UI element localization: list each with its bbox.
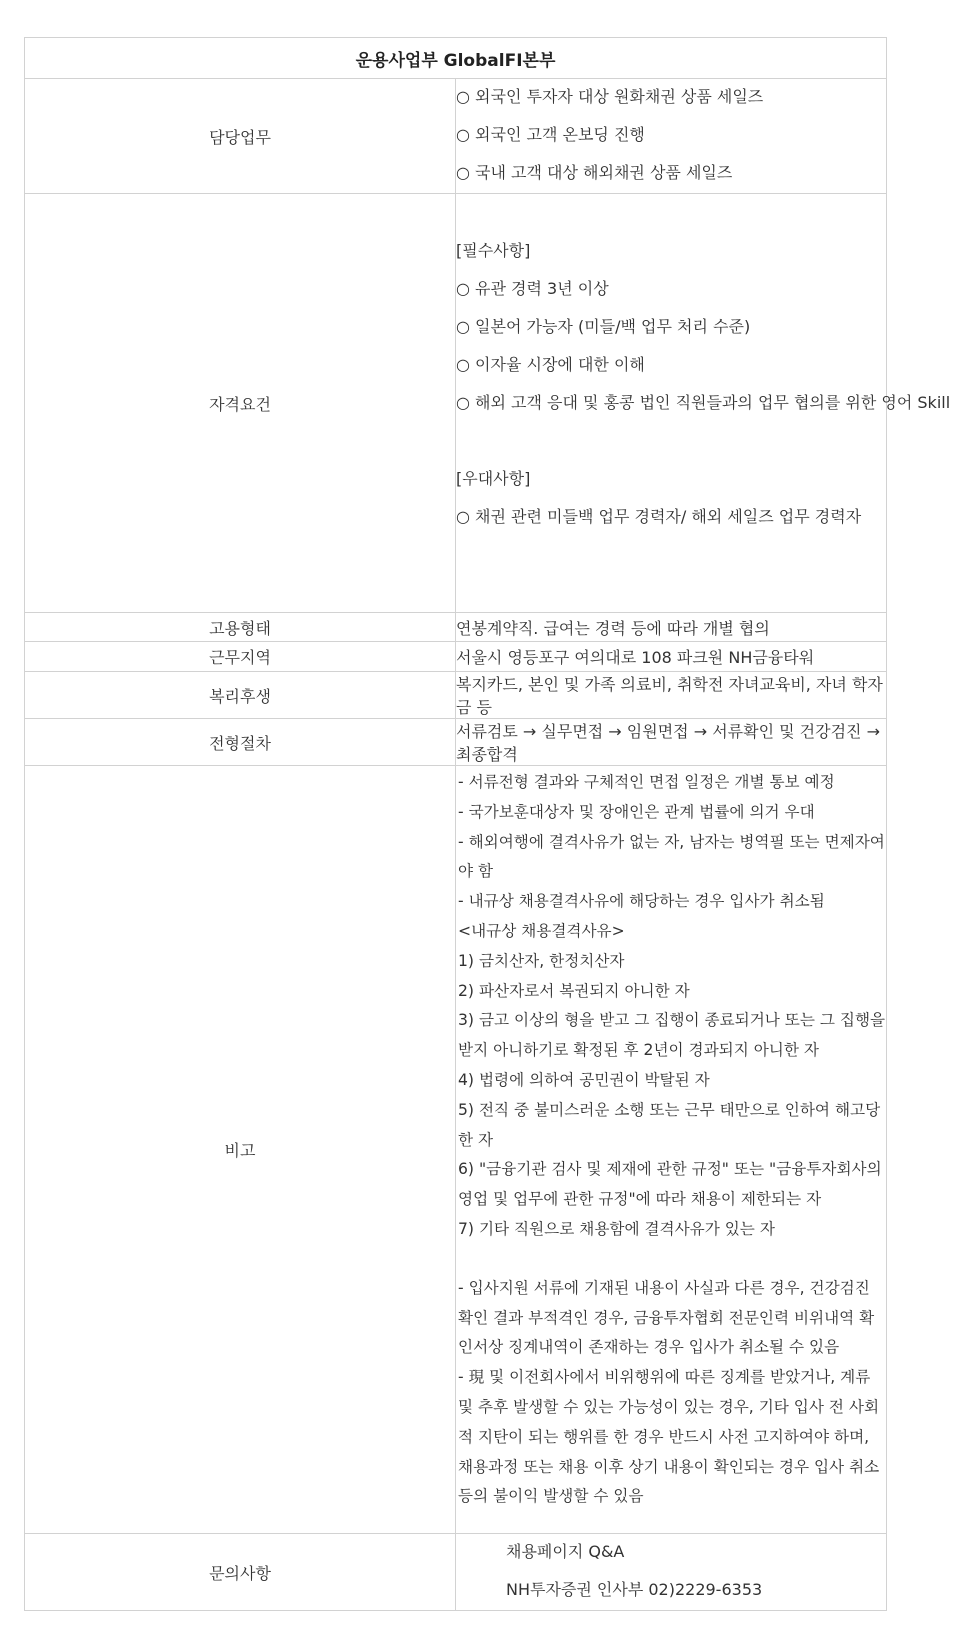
remarks-label: 비고 [25, 766, 456, 1534]
remark-line: 7) 기타 직원으로 채용함에 결격사유가 있는 자 [458, 1219, 775, 1238]
required-item: ○ 유관 경력 3년 이상 [456, 279, 609, 298]
preferred-heading: [우대사항] [456, 469, 531, 488]
remark-line: - 국가보훈대상자 및 장애인은 관계 법률에 의거 우대 [458, 802, 815, 821]
remark-line: 5) 전직 중 불미스러운 소행 또는 근무 태만으로 인하여 해고당한 자 [458, 1100, 881, 1149]
preferred-item: ○ 채권 관련 미들백 업무 경력자/ 해외 세일즈 업무 경력자 [456, 507, 862, 526]
remarks-content [456, 766, 887, 1534]
process-label: 전형절차 [25, 719, 456, 766]
required-item: ○ 일본어 가능자 (미들/백 업무 처리 수준) [456, 317, 751, 336]
qualifications-row [25, 194, 887, 613]
duty-item: ○ 외국인 투자자 대상 원화채권 상품 세일즈 [456, 86, 764, 106]
remark-line: - 해외여행에 결격사유가 없는 자, 남자는 병역필 또는 면제자여야 함 [458, 832, 885, 881]
remark-line: 6) "금융기관 검사 및 제재에 관한 규정" 또는 "금융투자회사의 영업 및 업무에 관한 규정"에 따라 채용이 제한되는 자 [458, 1160, 882, 1209]
benefits-label: 복리후생 [25, 672, 456, 719]
process-row [25, 719, 887, 766]
required-item: ○ 이자율 시장에 대한 이해 [456, 355, 645, 374]
employment-row [25, 613, 887, 642]
inquiry-label: 문의사항 [25, 1534, 456, 1611]
remark-line: - 서류전형 결과와 구체적인 면접 일정은 개별 통보 예정 [458, 773, 835, 791]
required-item: ○ 해외 고객 응대 및 홍콩 법인 직원들과의 업무 협의를 위한 영어 Skill [456, 393, 951, 412]
employment-value: 연봉계약직. 급여는 경력 등에 따라 개별 협의 [456, 613, 887, 642]
duties-content [456, 79, 887, 194]
remark-line: 1) 금치산자, 한정치산자 [458, 951, 625, 970]
duty-item: ○ 국내 고객 대상 해외채권 상품 세일즈 [456, 162, 733, 182]
duty-item: ○ 외국인 고객 온보딩 진행 [456, 124, 645, 144]
remark-line: - 입사지원 서류에 기재된 내용이 사실과 다른 경우, 건강검진 확인 결과 부적격인 경우, 금융투자협회 전문인력 비위내역 확인서상 징계내역이 존재하는 경우 입사가 취소될 수 있음 [458, 1278, 875, 1357]
remark-line: 2) 파산자로서 복권되지 아니한 자 [458, 981, 690, 1000]
location-label: 근무지역 [25, 642, 456, 672]
qualifications-label: 자격요건 [25, 194, 456, 613]
employment-label: 고용형태 [25, 613, 456, 642]
remark-line: 3) 금고 이상의 형을 받고 그 집행이 종료되거나 또는 그 집행을 받지 아니하기로 확정된 후 2년이 경과되지 아니한 자 [458, 1011, 886, 1060]
inquiry-row [25, 1534, 887, 1611]
job-posting-table [24, 37, 951, 1611]
location-row [25, 642, 887, 672]
remark-line: 4) 법령에 의하여 공민권이 박탈된 자 [458, 1070, 710, 1089]
remark-line: - 現 및 이전회사에서 비위행위에 따른 징계를 받았거나, 계류 및 추후 발생할 수 있는 가능성이 있는 경우, 기타 입사 전 사회적 지탄이 되는 행위를 한 경우 반드시 사전 고지하여야 하며, 채용과정 또는 채용 이후 상기 내용이 확인되는 경우 입사 취소 등의 불이익 발생할 수 있음 [458, 1368, 880, 1506]
duties-label: 담당업무 [25, 79, 456, 194]
remarks-notes [458, 766, 886, 1533]
benefits-row [25, 672, 887, 719]
inquiry-content [456, 1534, 887, 1611]
required-heading: [필수사항] [456, 241, 531, 260]
remarks-row [25, 766, 887, 1534]
inquiry-item: NH투자증권 인사부 02)2229-6353 [506, 1579, 763, 1599]
location-value: 서울시 영등포구 여의대로 108 파크원 NH금융타워 [456, 642, 887, 672]
qualifications-content [456, 194, 951, 613]
benefits-value: 복지카드, 본인 및 가족 의료비, 취학전 자녀교육비, 자녀 학자금 등 [456, 672, 887, 719]
remark-line: <내규상 채용결격사유> [458, 921, 625, 940]
title-row [25, 38, 887, 79]
inquiry-item: 채용페이지 Q&A [506, 1541, 625, 1561]
department-title: 운용사업부 GlobalFI본부 [25, 38, 887, 79]
process-value: 서류검토 → 실무면접 → 임원면접 → 서류확인 및 건강검진 → 최종합격 [456, 719, 887, 766]
remark-line: - 내규상 채용결격사유에 해당하는 경우 입사가 취소됨 [458, 892, 825, 911]
duties-row [25, 79, 887, 194]
